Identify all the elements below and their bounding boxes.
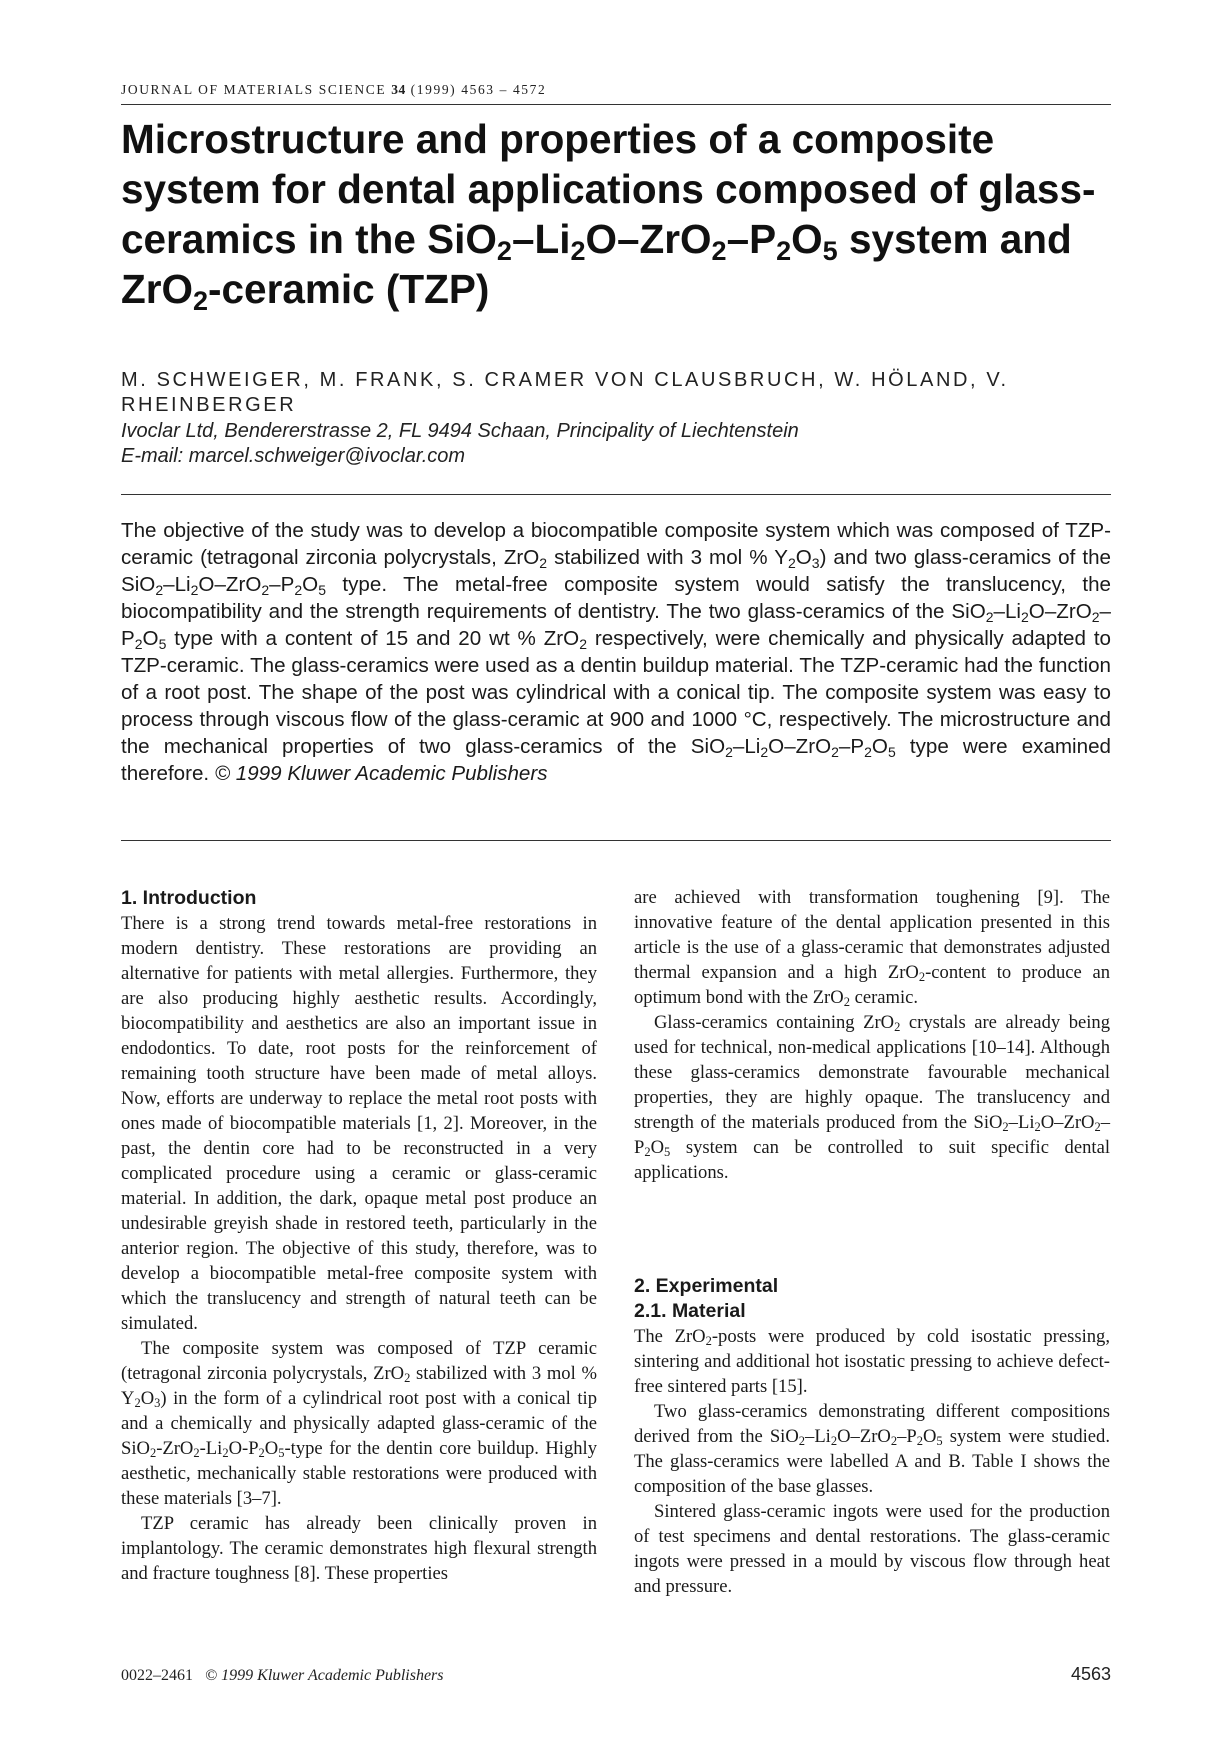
material-paragraph-2: Two glass-ceramics demonstrating different compositions derived from the $SiO_2-Li_2O-ZrO_2-P_2O_5$ system were studied. The glass-ceramics were labelled A and B. Table I shows the composition of the base glasses. bbox=[634, 1401, 1110, 1497]
intro-paragraph-2: The composite system was composed of TZP ceramic (tetragonal zirconia polycrystals, ZrO$_2$ stabilized with 3 mol % $Y_2O_3$) in the form of a cylindrical root post with a conical tip and a chemically and physically adapted glass-ceramic of the $SiO_2-ZrO_2-Li_2O-P_2O_5$-type for the dentin core buildup. Highly aesthetic, mechanically stable restorations were produced with these materials [3–7]. bbox=[121, 1338, 597, 1509]
footer-issn-copyright bbox=[121, 1667, 444, 1685]
abstract-bottom-rule bbox=[121, 840, 1111, 841]
journal-year-pages: (1999) 4563 – 4572 bbox=[410, 82, 547, 97]
affiliation: Ivoclar Ltd, Bendererstrasse 2, FL 9494 Schaan, Principality of Liechtenstein bbox=[121, 420, 799, 442]
affiliation-block bbox=[121, 419, 1111, 469]
material-paragraph-1: The ZrO$_2$-posts were produced by cold isostatic pressing, sintering and additional hot isostatic pressing to achieve defect-free sintered parts [15]. bbox=[634, 1326, 1110, 1397]
section-heading-experimental: 2. Experimental bbox=[634, 1275, 779, 1297]
footer-copyright: © 1999 Kluwer Academic Publishers bbox=[205, 1667, 444, 1684]
author-list: M. SCHWEIGER, M. FRANK, S. CRAMER VON CLAUSBRUCH, W. HÖLAND, V. RHEINBERGER bbox=[121, 369, 1009, 416]
running-head bbox=[121, 82, 1111, 98]
right-column bbox=[634, 885, 1110, 1599]
intro-paragraph-5: Glass-ceramics containing ZrO$_2$ crystals are already being used for technical, non-medical applications [10–14]. Although these glass-ceramics demonstrate favourable mechanical properties, they are highly opaque. The translucency and strength of the materials produced from the $SiO_2-Li_2O-ZrO_2-P_2O_5$ system can be controlled to suit specific dental applications. bbox=[634, 1012, 1110, 1183]
abstract: The objective of the study was to develop a biocompatible composite system which was composed of TZP-ceramic (tetragonal zirconia polycrystals, ZrO$_2$ stabilized with 3 mol % $Y_2O_3$) and two glass-ceramics of the $SiO_2-Li_2O-ZrO_2-P_2O_5$ type. The metal-free composite system would satisfy the translucency, the biocompatibility and the strength requirements of dentistry. The two glass-ceramics of the $SiO_2-Li_2O-ZrO_2-P_2O_5$ type with a content of 15 and 20 wt % ZrO$_2$ respectively, were chemically and physically adapted to TZP-ceramic. The glass-ceramics were used as a dentin buildup material. The TZP-ceramic had the function of a root post. The shape of the post was cylindrical with a conical tip. The composite system was easy to process through viscous flow of the glass-ceramic at 900 and 1000 °C, respectively. The microstructure and the mechanical properties of two glass-ceramics of the $SiO_2-Li_2O-ZrO_2-P_2O_5$ type were examined therefore. © 1999 Kluwer Academic Publishers bbox=[121, 519, 1111, 785]
journal-volume: 34 bbox=[391, 82, 406, 97]
intro-paragraph-1: There is a strong trend towards metal-free restorations in modern dentistry. These restorations are providing an alternative for patients with metal allergies. Furthermore, they are also producing highly aesthetic results. Accordingly, biocompatibility and aesthetics are also an important issue in endodontics. To date, root posts for the reinforcement of remaining tooth structure have been made of metal alloys. Now, efforts are underway to replace the metal root posts with ones made of biocompatible materials [1, 2]. Moreover, in the past, the dentin core had to be reconstructed in a very complicated procedure using a ceramic or glass-ceramic material. In addition, the dark, opaque metal post produce an undesirable greyish shade in restored teeth, particularly in the anterior region. The objective of this study, therefore, was to develop a biocompatible metal-free composite system with which the translucency and strength of natural teeth can be simulated. bbox=[121, 913, 597, 1334]
subsection-heading-material: 2.1. Material bbox=[634, 1300, 746, 1322]
issn: 0022–2461 bbox=[121, 1667, 193, 1684]
article-title: Microstructure and properties of a composite system for dental applications composed of glass-ceramics in the $SiO_2-Li_2O-ZrO_2-P_2O_5$ system and ZrO$_2$-ceramic (TZP) bbox=[121, 116, 1096, 316]
section-heading-introduction: 1. Introduction bbox=[121, 887, 257, 909]
header-rule bbox=[121, 104, 1111, 105]
left-column bbox=[121, 885, 597, 1586]
intro-paragraph-4: are achieved with transformation toughening [9]. The innovative feature of the dental application presented in this article is the use of a glass-ceramic that demonstrates adjusted thermal expansion and a high ZrO$_2$-content to produce an optimum bond with the ZrO$_2$ ceramic. bbox=[634, 887, 1110, 1009]
journal-name: JOURNAL OF MATERIALS SCIENCE bbox=[121, 82, 387, 97]
material-paragraph-3: Sintered glass-ceramic ingots were used for the production of test specimens and dental restorations. The glass-ceramic ingots were pressed in a mould by viscous flow through heat and pressure. bbox=[634, 1501, 1110, 1597]
abstract-top-rule bbox=[121, 494, 1111, 495]
page-number: 4563 bbox=[1070, 1664, 1111, 1684]
contact-email: E-mail: marcel.schweiger@ivoclar.com bbox=[121, 445, 466, 467]
abstract-copyright: © 1999 Kluwer Academic Publishers bbox=[214, 762, 548, 785]
section-gap bbox=[634, 1185, 1110, 1273]
intro-paragraph-3: TZP ceramic has already been clinically proven in implantology. The ceramic demonstrates high flexural strength and fracture toughness [8]. These properties bbox=[121, 1513, 597, 1584]
